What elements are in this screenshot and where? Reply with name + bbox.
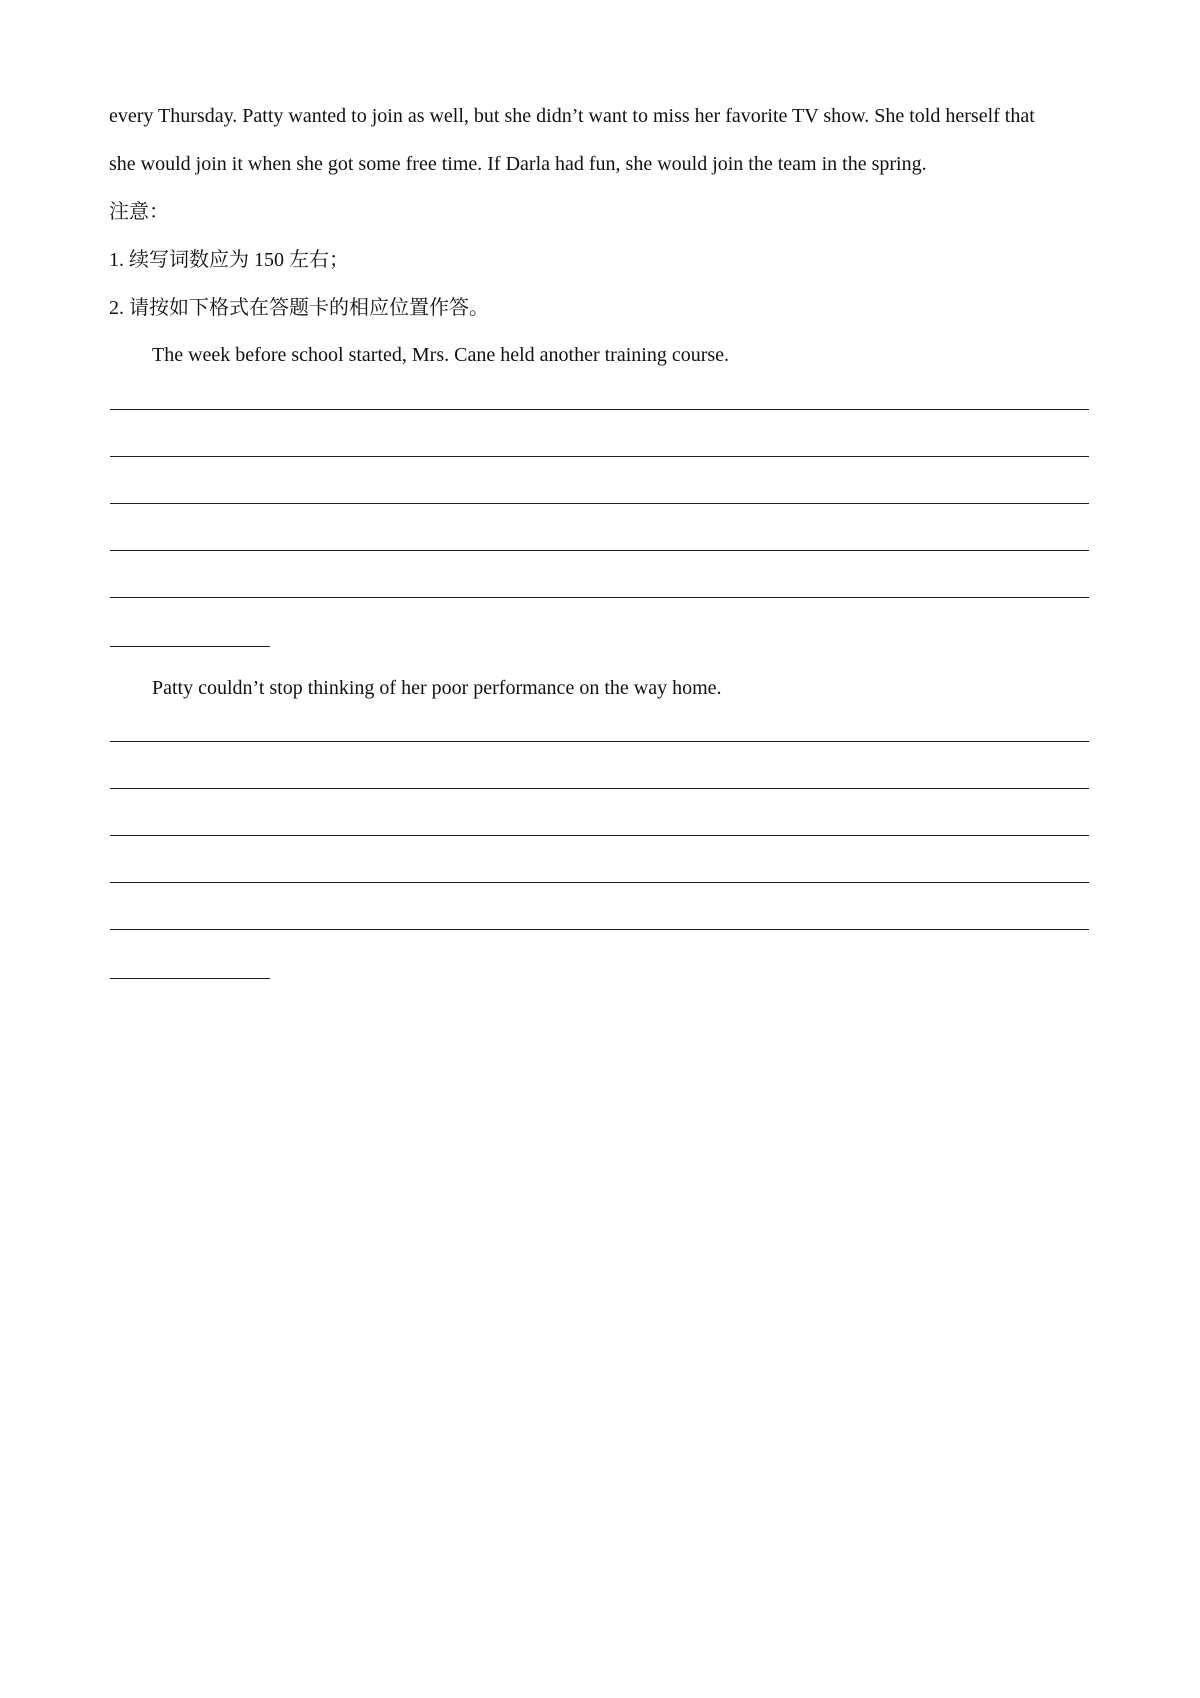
paragraph-1-prompt: The week before school started, Mrs. Cane held another training course. xyxy=(152,344,730,366)
answer-line-short[interactable] xyxy=(110,646,270,647)
answer-line[interactable] xyxy=(110,503,1089,504)
answer-line[interactable] xyxy=(110,456,1089,457)
answer-line[interactable] xyxy=(110,882,1089,883)
answer-line[interactable] xyxy=(110,788,1089,789)
note-item-2: 2. 请按如下格式在答题卡的相应位置作答。 xyxy=(109,297,489,319)
answer-line[interactable] xyxy=(110,835,1089,836)
answer-line-short[interactable] xyxy=(110,978,270,979)
passage-line-2: she would join it when she got some free time. If Darla had fun, she would join the team in the spring. xyxy=(109,153,927,175)
paragraph-2-prompt: Patty couldn’t stop thinking of her poor performance on the way home. xyxy=(152,677,722,699)
note-item-1: 1. 续写词数应为 150 左右； xyxy=(109,249,349,271)
answer-line[interactable] xyxy=(110,597,1089,598)
notes-heading: 注意： xyxy=(109,201,169,223)
passage-line-1: every Thursday. Patty wanted to join as well, but she didn’t want to miss her favorite TV show. She told herself that xyxy=(109,105,1035,127)
answer-line[interactable] xyxy=(110,929,1089,930)
answer-line[interactable] xyxy=(110,550,1089,551)
answer-line[interactable] xyxy=(110,741,1089,742)
answer-line[interactable] xyxy=(110,409,1089,410)
